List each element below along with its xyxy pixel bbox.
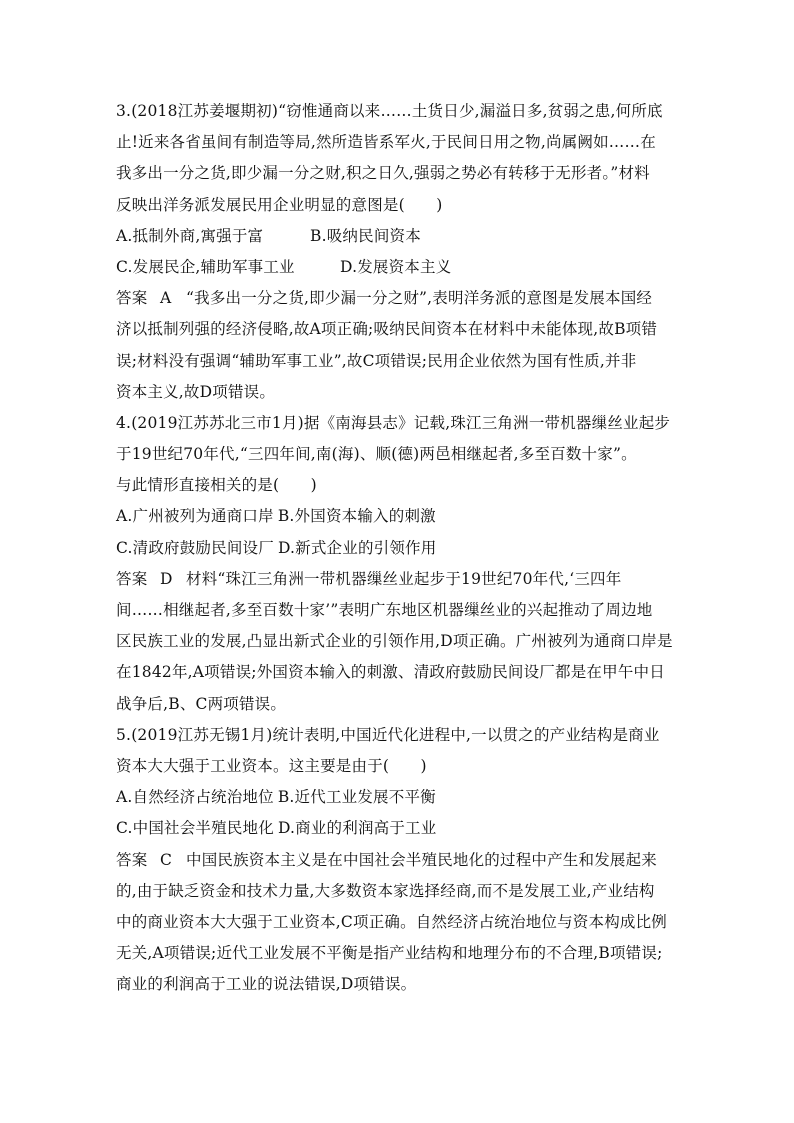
question-stem-line: 5.(2019江苏无锡1月)统计表明,中国近代化进程中,一以贯之的产业结构是商业 bbox=[116, 725, 660, 744]
option-b: B.外国资本输入的刺激 bbox=[277, 507, 436, 526]
options-row bbox=[116, 252, 680, 283]
question-stem-line: 我多出一分之货,即少漏一分之财,积之日久,强弱之势必有转移于无形者。”材料 bbox=[116, 164, 650, 183]
answer-label: 答案 bbox=[116, 289, 148, 308]
document-page bbox=[116, 96, 680, 1000]
options-row bbox=[116, 782, 680, 813]
answer-explanation-line: 中国民族资本主义是在中国社会半殖民地化的过程中产生和发展起来 bbox=[186, 850, 658, 869]
question-stem-line: 3.(2018江苏姜堰期初)“窃惟通商以来……土货日少,漏溢日多,贫弱之患,何所底 bbox=[116, 102, 663, 120]
option-c: C.中国社会半殖民地化 bbox=[116, 819, 274, 838]
answer-explanation-line: 的,由于缺乏资金和技术力量,大多数资本家选择经商,而不是发展工业,产业结构 bbox=[116, 881, 655, 900]
answer-explanation-line: 战争后,B、C两项错误。 bbox=[116, 694, 287, 713]
question-5 bbox=[116, 720, 680, 1001]
options-row bbox=[116, 533, 680, 564]
question-3 bbox=[116, 96, 680, 408]
options-row bbox=[116, 501, 680, 532]
question-stem-line: 与此情形直接相关的是( ) bbox=[116, 476, 317, 495]
answer-explanation-line: “我多出一分之货,即少漏一分之财”,表明洋务派的意图是发展本国经 bbox=[186, 289, 653, 308]
answer-explanation-line: 在1842年,A项错误;外国资本输入的刺激、清政府鼓励民间设厂都是在甲午中日 bbox=[116, 663, 665, 682]
option-d: D.商业的利润高于工业 bbox=[277, 819, 437, 838]
option-a: A.广州被列为通商口岸 bbox=[116, 507, 274, 526]
option-c: C.清政府鼓励民间设厂 bbox=[116, 538, 274, 557]
option-c: C.发展民企,辅助军事工业 bbox=[116, 257, 295, 276]
answer-explanation-line: 材料“珠江三角洲一带机器缫丝业起步于19世纪70年代,‘三四年 bbox=[186, 569, 622, 588]
option-a: A.自然经济占统治地位 bbox=[116, 788, 274, 807]
answer-explanation-line: 商业的利润高于工业的说法错误,D项错误。 bbox=[116, 975, 417, 994]
question-4 bbox=[116, 408, 680, 720]
answer-line bbox=[116, 845, 680, 876]
question-stem-line: 止!近来各省虽间有制造等局,然所造皆系军火,于民间日用之物,尚属阙如……在 bbox=[116, 133, 656, 152]
question-stem-line: 于19世纪70年代,“三四年间,南(海)、顺(德)两邑相继起者,多至百数十家”。 bbox=[116, 445, 637, 464]
answer-label: 答案 bbox=[116, 850, 148, 869]
answer-explanation-line: 间……相继起者,多至百数十家’”表明广东地区机器缫丝业的兴起推动了周边地 bbox=[116, 601, 653, 619]
answer-explanation-line: 区民族工业的发展,凸显出新式企业的引领作用,D项正确。广州被列为通商口岸是 bbox=[116, 632, 673, 651]
question-stem-line: 4.(2019江苏苏北三市1月)据《南海县志》记载,珠江三角洲一带机器缫丝业起步 bbox=[116, 413, 671, 432]
answer-key: A bbox=[160, 289, 172, 308]
option-b: B.近代工业发展不平衡 bbox=[277, 788, 436, 807]
options-row bbox=[116, 221, 680, 252]
question-stem-line: 反映出洋务派发展民用企业明显的意图是( ) bbox=[116, 195, 443, 214]
options-row bbox=[116, 813, 680, 844]
answer-label: 答案 bbox=[116, 569, 148, 588]
question-stem-line: 资本大大强于工业资本。这主要是由于( ) bbox=[116, 756, 427, 775]
answer-key: C bbox=[160, 850, 173, 869]
answer-explanation-line: 中的商业资本大大强于工业资本,C项正确。自然经济占统治地位与资本构成比例 bbox=[116, 912, 667, 931]
answer-explanation-line: 误;材料没有强调“辅助军事工业”,故C项错误;民用企业依然为国有性质,并非 bbox=[116, 351, 637, 370]
answer-key: D bbox=[160, 569, 173, 588]
answer-explanation-line: 无关,A项错误;近代工业发展不平衡是指产业结构和地理分布的不合理,B项错误; bbox=[116, 944, 663, 963]
answer-explanation-line: 济以抵制列强的经济侵略,故A项正确;吸纳民间资本在材料中未能体现,故B项错 bbox=[116, 320, 658, 339]
option-d: D.发展资本主义 bbox=[340, 257, 452, 276]
answer-line bbox=[116, 564, 680, 595]
answer-line bbox=[116, 283, 680, 314]
option-d: D.新式企业的引领作用 bbox=[277, 538, 437, 557]
option-a: A.抵制外商,寓强于富 bbox=[116, 226, 264, 245]
answer-explanation-line: 资本主义,故D项错误。 bbox=[116, 382, 276, 401]
option-b: B.吸纳民间资本 bbox=[310, 226, 421, 245]
